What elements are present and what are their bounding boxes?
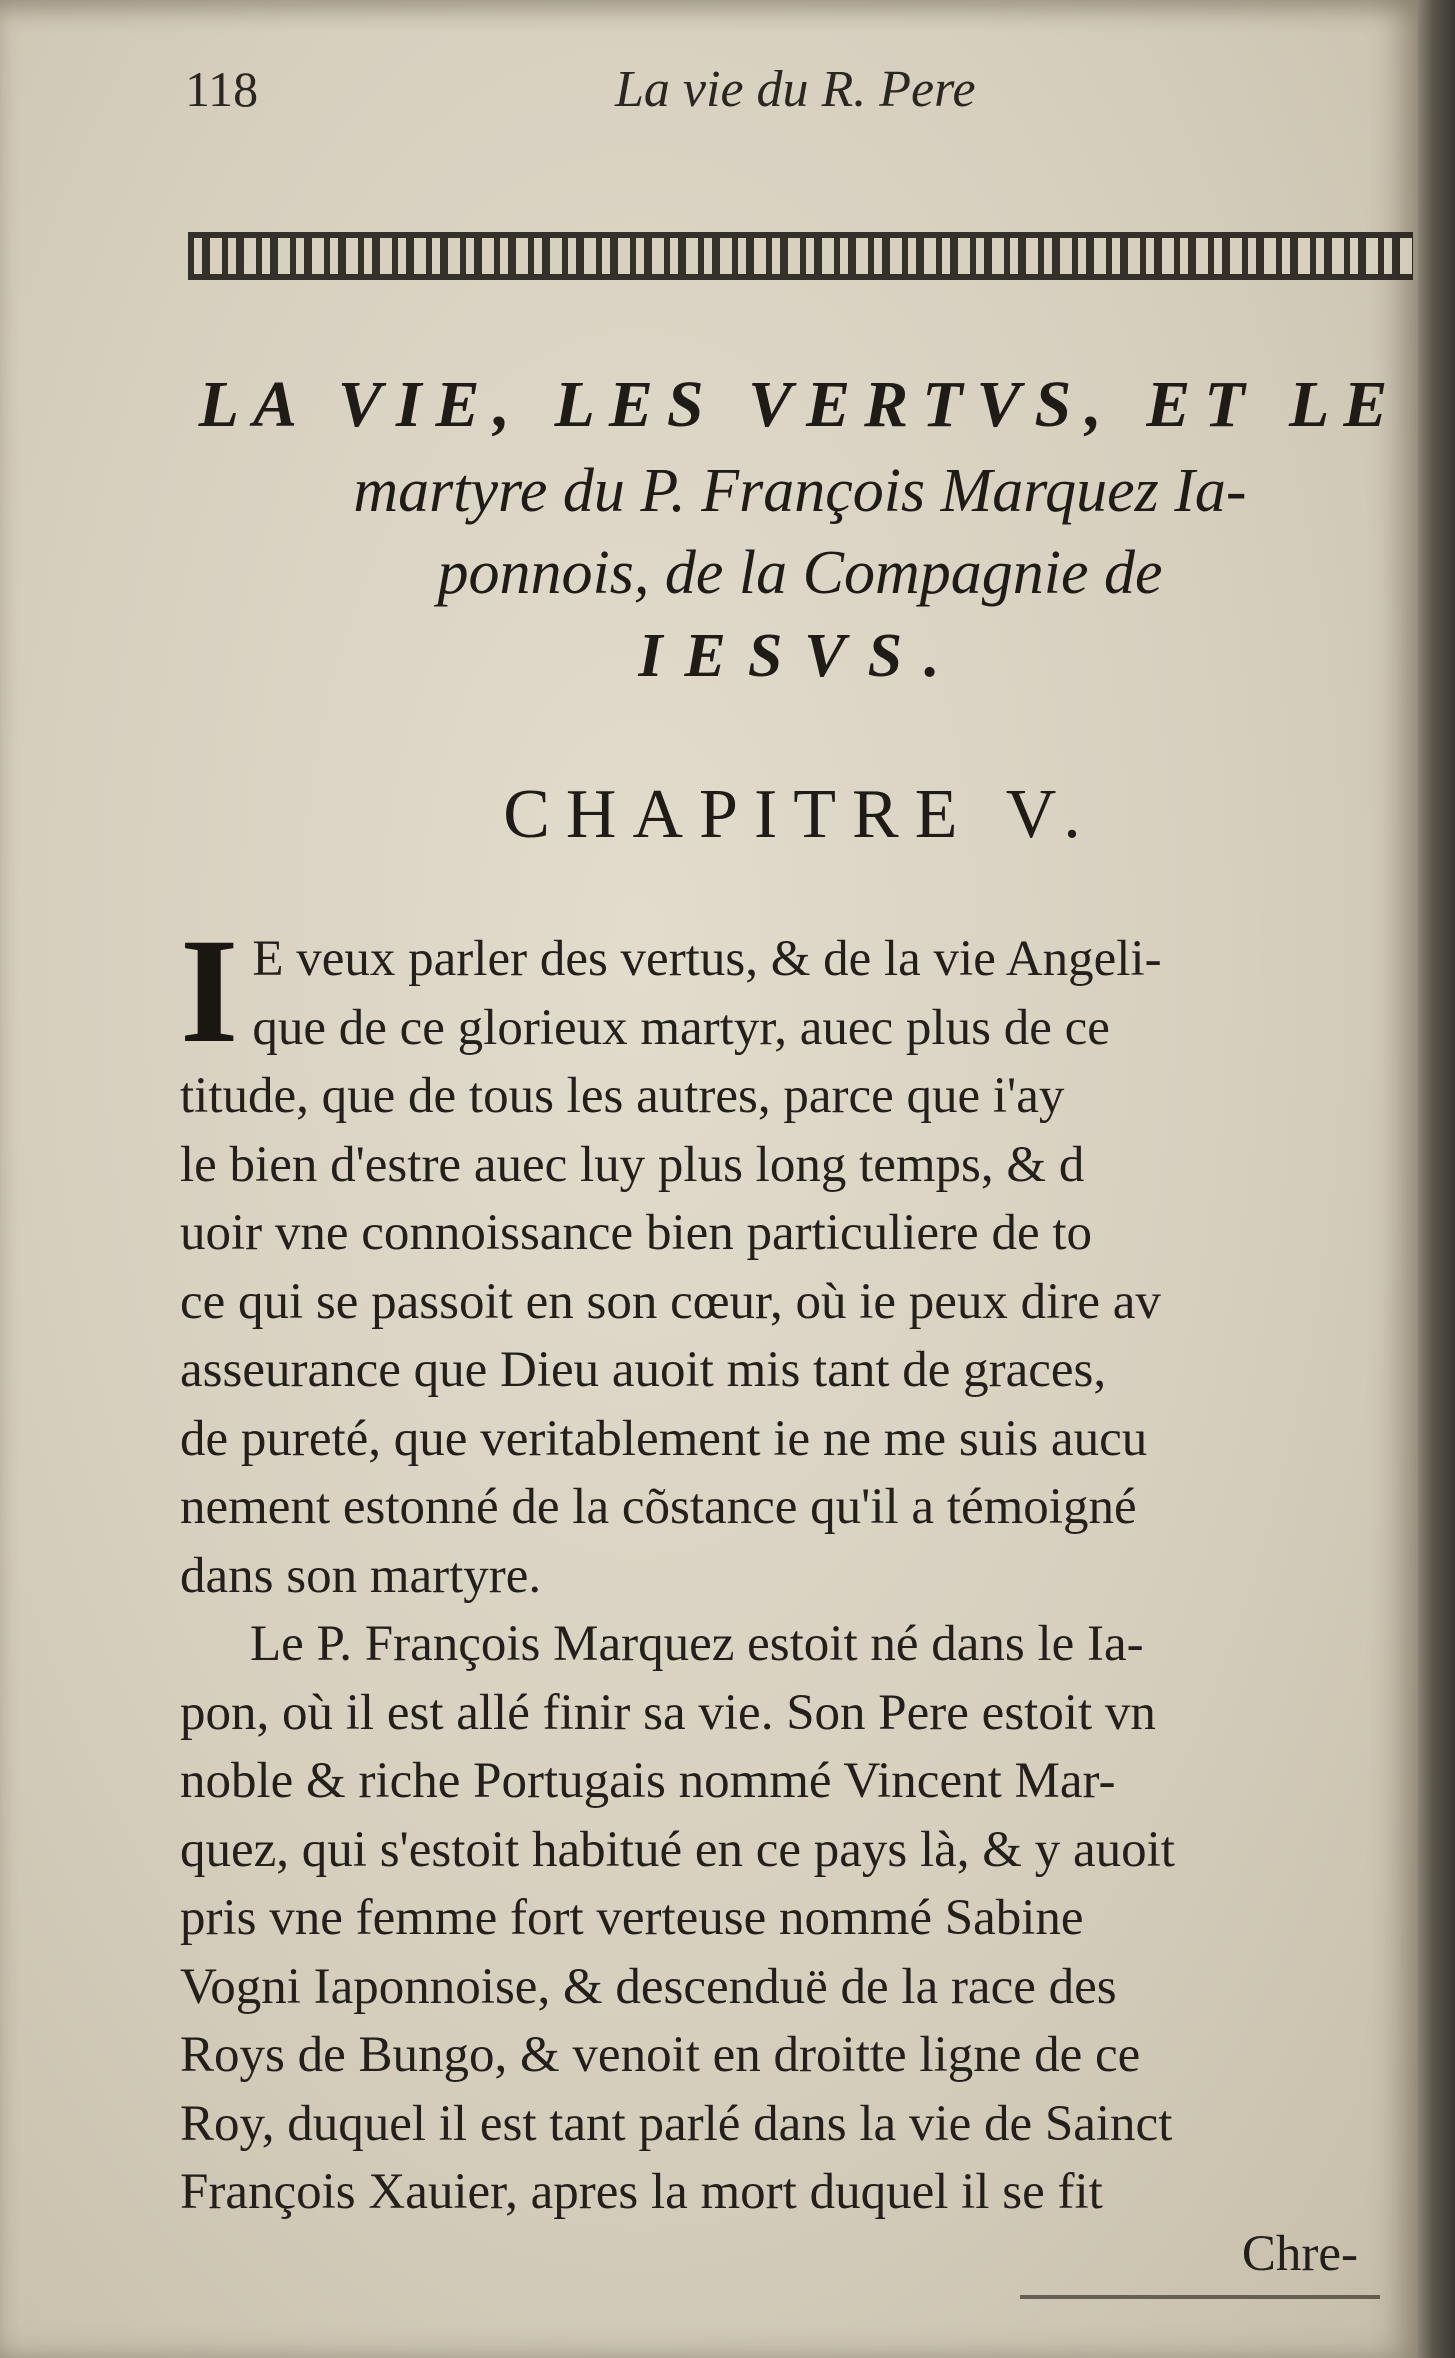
page-edge-shadow (1418, 0, 1455, 2358)
text-line: Vogni Iaponnoise, & descenduë de la race des (180, 1958, 1117, 2015)
text-line: dans son martyre. (180, 1547, 542, 1604)
text-line: uoir vne connoissance bien particuliere de to (180, 1205, 1092, 1261)
text-line: noble & riche Portugais nommé Vincent Mar- (180, 1753, 1116, 1809)
text-line: asseurance que Dieu auoit mis tant de graces, (180, 1342, 1107, 1398)
title-line: martyre du P. François Marquez Ia- (353, 457, 1247, 525)
running-head: La vie du R. Pere (615, 61, 976, 118)
chapter-title (180, 360, 1420, 698)
text-line: titude, que de tous les autres, parce que i'ay (180, 1068, 1065, 1124)
catchword: Chre- (1241, 2226, 1358, 2282)
title-line: ponnois, de la Compagnie de (437, 539, 1163, 607)
text-line: François Xauier, apres la mort duquel il se fit (180, 2164, 1103, 2220)
footer-rule (1020, 2295, 1380, 2299)
text-line: E veux parler des vertus, & de la vie Angeli- (252, 931, 1162, 987)
text-line: le bien d'estre auec luy plus long temps, & d (180, 1136, 1085, 1193)
text-line: ce qui se passoit en son cœur, où ie peux dire av (180, 1273, 1161, 1330)
decorative-border-ornament (188, 232, 1413, 280)
title-line: LA VIE, LES VERTVS, ET LE (198, 368, 1402, 441)
text-line: Roys de Bungo, & venoit en droitte ligne de ce (180, 2027, 1141, 2083)
text-line: Roy, duquel il est tant parlé dans la vie de Sainct (180, 2095, 1173, 2152)
page-number: 118 (185, 61, 259, 117)
title-line: IESVS. (638, 622, 962, 690)
text-line: que de ce glorieux martyr, auec plus de ce (252, 999, 1110, 1056)
text-line: quez, qui s'estoit habitué en ce pays là, & y auoit (180, 1821, 1175, 1878)
page-header (185, 60, 1415, 130)
text-line: Le P. François Marquez estoit né dans le Ia- (250, 1616, 1144, 1672)
chapter-heading: CHAPITRE V. (503, 776, 1097, 853)
text-line: nement estonné de la cõstance qu'il a témoigné (180, 1479, 1137, 1535)
body-text (180, 908, 1410, 2227)
drop-cap: I (180, 908, 239, 1074)
text-line: pris vne femme fort verteuse nommé Sabine (180, 1890, 1084, 1946)
text-line: pon, où il est allé finir sa vie. Son Pere estoit vn (180, 1684, 1156, 1741)
text-line: de pureté, que veritablement ie ne me suis aucu (180, 1410, 1148, 1467)
